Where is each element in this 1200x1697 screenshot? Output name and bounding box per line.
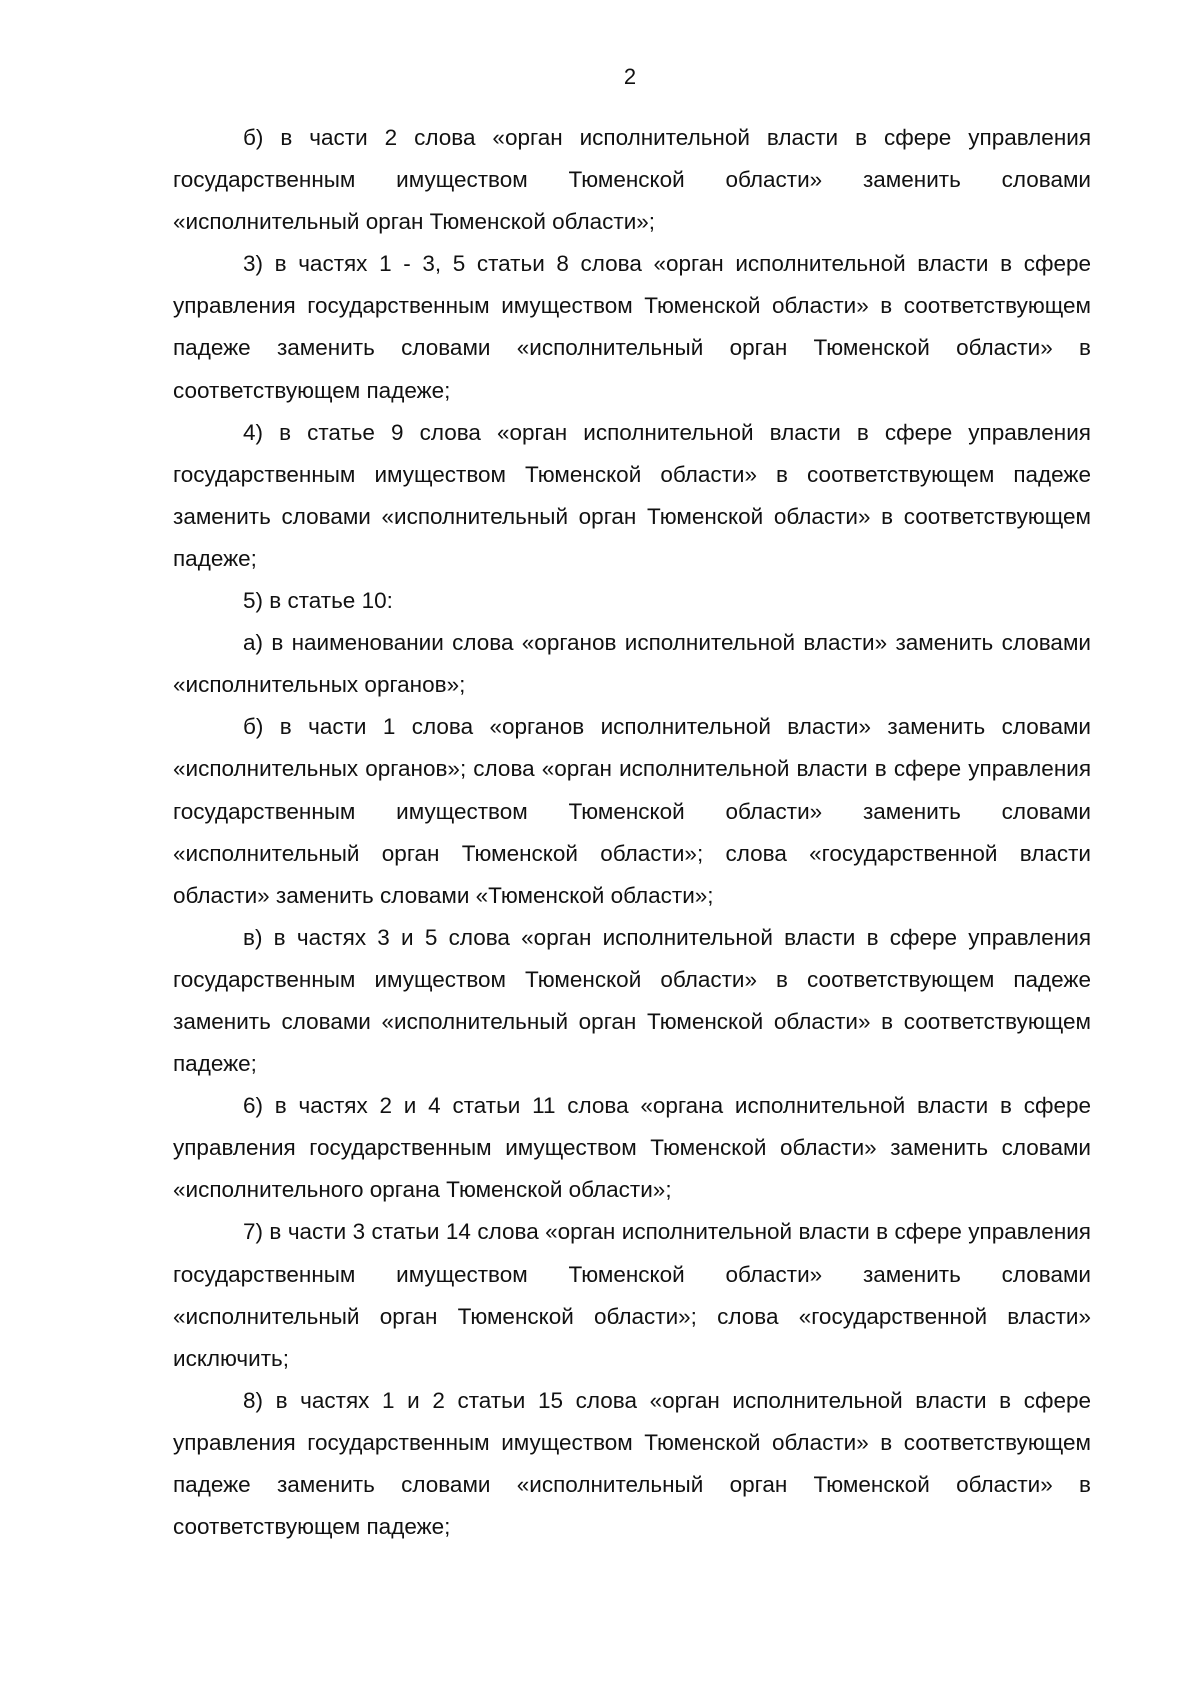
document-body [173,117,1091,1548]
page-number: 2 [623,64,637,89]
paragraph-item-8-article-15: 8) в частях 1 и 2 статьи 15 слова «орган исполнительной власти в сфере управления государственным имуществом Тюменской области» в соответствующем падеже заменить словами «исполнительный орган Тюменской области» в соответствующем падеже; [173,1387,1091,1540]
paragraph-item-7-article-14: 7) в части 3 статьи 14 слова «орган исполнительной власти в сфере управления государственным имуществом Тюменской области» заменить словами «исполнительный орган Тюменской области»; слова «государственной власти» исключить; [173,1219,1091,1371]
paragraph-item-4-article-9: 4) в статье 9 слова «орган исполнительной власти в сфере управления государственным имуществом Тюменской области» в соответствующем падеже заменить словами «исполнительный орган Тюменской области» в соответствующем падеже; [173,419,1091,571]
paragraph-subitem-b-part-1: б) в части 1 слова «органов исполнительной власти» заменить словами «исполнительных органов»; слова «орган исполнительной власти в сфере управления государственным имуществом Тюменской области» заменить словами «исполнительный орган Тюменской области»; слова «государственной власти области» заменить словами «Тюменской области»; [173,714,1091,908]
paragraph-item-6-article-11: 6) в частях 2 и 4 статьи 11 слова «органа исполнительной власти в сфере управления государственным имуществом Тюменской области» заменить словами «исполнительного органа Тюменской области»; [173,1093,1091,1203]
paragraph-item-b-part-2: б) в части 2 слова «орган исполнительной власти в сфере управления государственным имуществом Тюменской области» заменить словами «исполнительный орган Тюменской области»; [173,125,1091,235]
paragraph-item-3-article-8: 3) в частях 1 - 3, 5 статьи 8 слова «орган исполнительной власти в сфере управления государственным имуществом Тюменской области» в соответствующем падеже заменить словами «исполнительный орган Тюменской области» в соответствующем падеже; [173,251,1091,403]
paragraph-subitem-v-parts-3-5: в) в частях 3 и 5 слова «орган исполнительной власти в сфере управления государственным имуществом Тюменской области» в соответствующем падеже заменить словами «исполнительный орган Тюменской области» в соответствующем падеже; [173,924,1091,1077]
paragraph-subitem-a-title: а) в наименовании слова «органов исполнительной власти» заменить словами «исполнительных органов»; [173,630,1091,698]
paragraph-item-5-article-10: 5) в статье 10: [243,588,393,614]
